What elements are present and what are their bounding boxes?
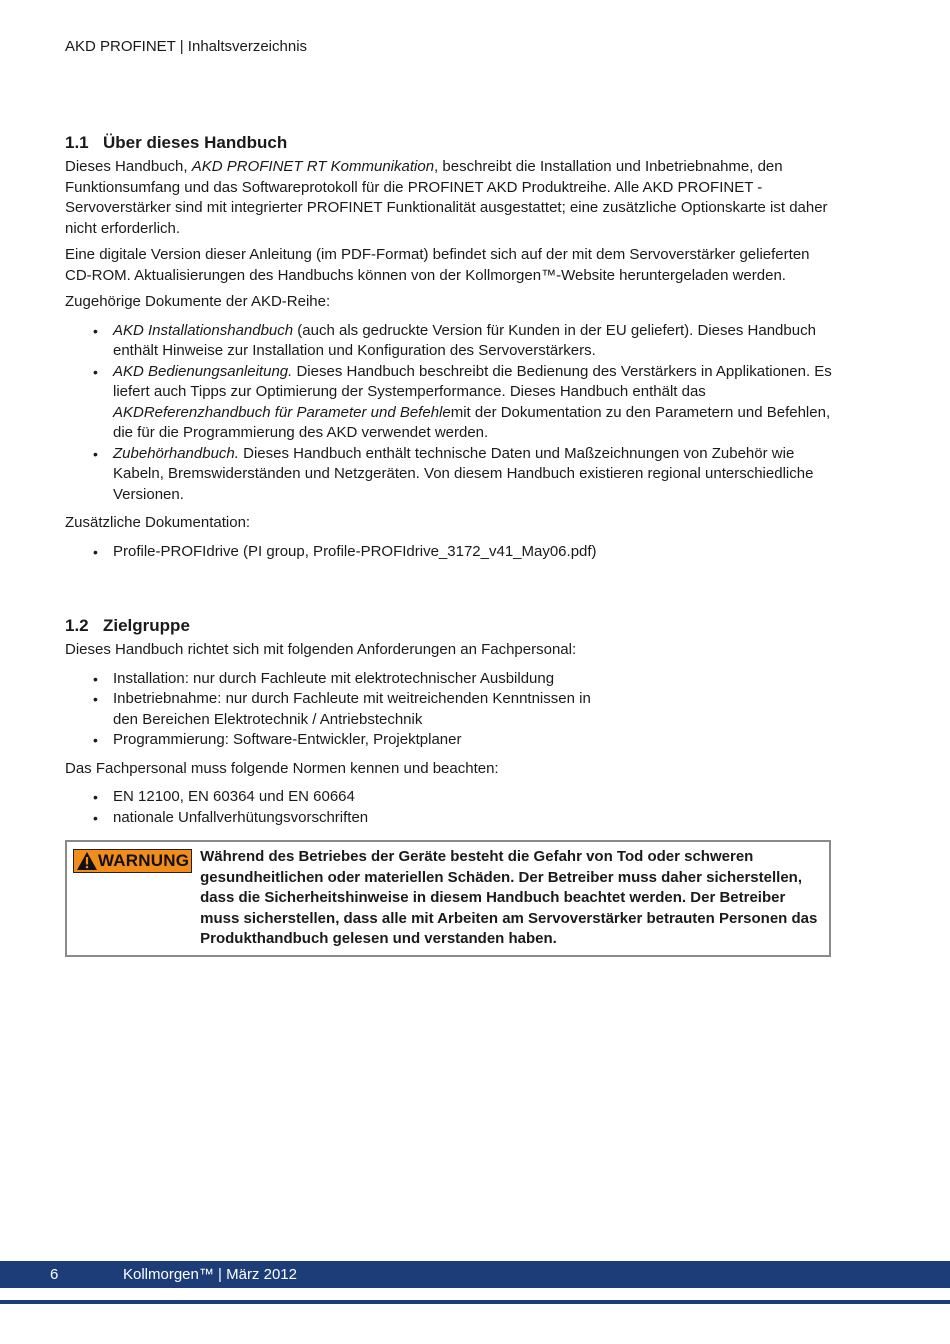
norms-list bbox=[65, 787, 840, 828]
section-about-manual bbox=[65, 131, 840, 562]
list-item bbox=[113, 444, 840, 506]
list-item: • Inbetriebnahme: nur durch Fachleute mit weitreichenden Kenntnissen in den Bereichen Elektrotechnik / Antriebstechnik bbox=[113, 689, 613, 730]
related-docs-label: Zugehörige Dokumente der AKD-Reihe: bbox=[65, 293, 331, 310]
list-item: • EN 12100, EN 60364 und EN 60664 bbox=[113, 787, 840, 808]
warning-label: WARNUNG bbox=[98, 851, 190, 870]
list-item bbox=[113, 321, 840, 362]
warning-triangle-icon bbox=[76, 851, 98, 871]
doc-description: (auch als gedruckte Version für Kunden in der EU geliefert). Dieses Handbuch enthält Hinweise zur Installation und Konfiguration des Servoverstärkers. bbox=[113, 321, 816, 359]
warning-text: Während des Betriebes der Geräte besteht die Gefahr von Tod oder schweren gesundheitlichen oder materiellen Schäden. Der Betreiber muss daher sicherstellen, dass die Sicherheitshinweise in diesem Handbuch beachtet werden. Der Betreiber muss sicherstellen, dass alle mit Arbeiten am Servoverstärker betrauten Personen das Produkthandbuch gelesen und verstanden haben. bbox=[200, 848, 818, 947]
section-heading bbox=[65, 131, 840, 155]
section-number: 1.2 bbox=[65, 616, 89, 635]
intro-paragraph bbox=[65, 157, 840, 239]
warning-badge bbox=[73, 849, 192, 873]
list-item: • nationale Unfallverhütungsvorschriften bbox=[113, 808, 840, 829]
warning-box bbox=[65, 840, 831, 957]
section-title: Zielgruppe bbox=[103, 616, 190, 635]
doc-title: AKD Installationshandbuch bbox=[113, 321, 294, 339]
intro-text-end: , beschreibt die Installation und Inbetriebnahme, den Funktionsumfang und das Softwareprotokoll für die PROFINET AKD Produktreihe. Alle AKD PROFINET - Servoverstärker sind mit integrierter PROFINET Funktionalität ausgestattet; eine zusätzliche Optionskarte ist daher nicht erforderlich. bbox=[65, 158, 828, 237]
target-group-intro: Dieses Handbuch richtet sich mit folgenden Anforderungen an Fachpersonal: bbox=[65, 641, 577, 658]
doc-description: Dieses Handbuch beschreibt die Bedienung des Verstärkers in Applikationen. Es liefert auch Tipps zur Optimierung der Systemperformance. Dieses Handbuch enthält das bbox=[113, 362, 832, 400]
footer-rule bbox=[0, 1300, 950, 1304]
running-header: AKD PROFINET | Inhaltsverzeichnis bbox=[65, 38, 308, 55]
list-item bbox=[113, 362, 840, 444]
additional-docs-list bbox=[65, 542, 840, 563]
section-heading bbox=[65, 614, 840, 638]
doc-title: AKD Bedienungsanleitung. bbox=[113, 362, 293, 380]
norms-label: Das Fachpersonal muss folgende Normen kennen und beachten: bbox=[65, 759, 499, 777]
related-docs-list bbox=[65, 321, 840, 506]
manual-title: AKD PROFINET RT Kommunikation bbox=[191, 158, 435, 175]
digital-version-paragraph: Eine digitale Version dieser Anleitung (im PDF-Format) befindet sich auf der mit dem Servoverstärker gelieferten CD-ROM. Aktualisierungen des Handbuchs können von der Kollmorgen™-Website heruntergeladen werden. bbox=[65, 246, 810, 284]
section-title: Über dieses Handbuch bbox=[103, 133, 288, 152]
list-item: • Profile-PROFIdrive (PI group, Profile-PROFIdrive_3172_v41_May06.pdf) bbox=[113, 542, 840, 563]
footer-text: Kollmorgen™ | März 2012 bbox=[123, 1266, 297, 1283]
doc-title: Zubehörhandbuch. bbox=[113, 444, 239, 462]
doc-description: Dieses Handbuch enthält technische Daten und Maßzeichnungen von Zubehör wie Kabeln, Bremswiderständen und Netzgeräten. Von diesem Handbuch existieren regional unterschiedliche Versionen. bbox=[113, 444, 814, 503]
doc-reference-title: AKDReferenzhandbuch für Parameter und Befehle bbox=[113, 403, 451, 421]
list-item: • Programmierung: Software-Entwickler, Projektplaner bbox=[113, 730, 840, 751]
section-number: 1.1 bbox=[65, 133, 89, 152]
list-item: • Installation: nur durch Fachleute mit elektrotechnischer Ausbildung bbox=[113, 669, 840, 690]
additional-docs-label: Zusätzliche Dokumentation: bbox=[65, 514, 251, 531]
page-number: 6 bbox=[50, 1266, 59, 1283]
intro-text-start: Dieses Handbuch, bbox=[65, 158, 192, 175]
requirements-list bbox=[65, 669, 840, 751]
section-target-group bbox=[65, 614, 840, 957]
page-content bbox=[65, 131, 840, 957]
doc-description-end: mit der Dokumentation zu den Parametern und Befehlen, die für die Programmierung des AKD verwendet werden. bbox=[113, 403, 831, 441]
footer-band bbox=[0, 1261, 950, 1288]
